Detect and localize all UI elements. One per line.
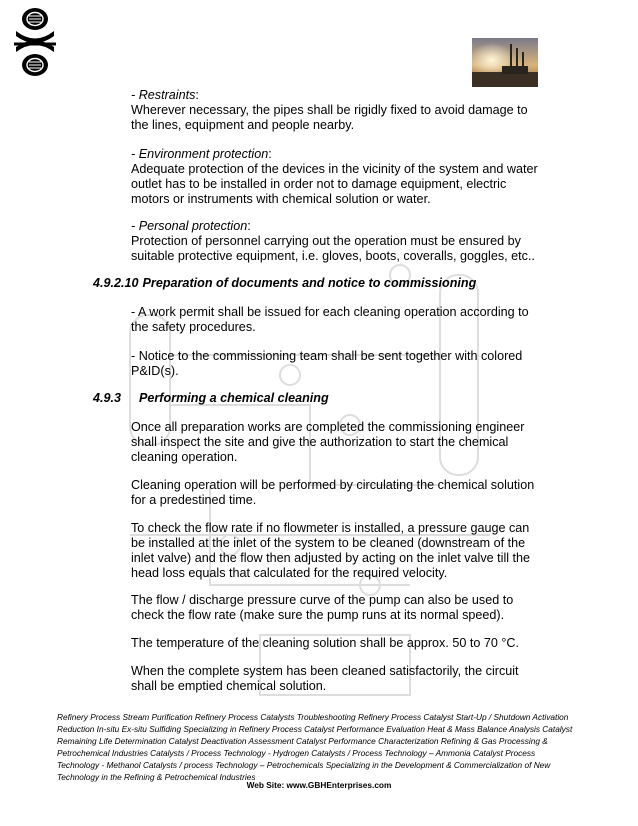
circulation-paragraph: Cleaning operation will be performed by circulating the chemical solution for a predestined time. <box>131 478 535 507</box>
footer-services-text: Refinery Process Stream Purification Refinery Process Catalysts Troubleshooting Refinery Process Catalyst Start-Up / Shutdown Activation Reduction In-situ Ex-situ Sulfiding Specializing in Refinery Process Catalyst Performance Evaluation Heat & Mass Balance Analysis Catalyst Remaining Life Determination Catalyst Deactivation Assessment Catalyst Performance Characterization Refining & Gas Processing & Petrochemical Industries Catalysts / Process Technology - Hydrogen Catalysts / Process Technology – Ammonia Catalyst Process Technology - Methanol Catalysts / process Technology – Petrochemicals Specializing in the Development & Commercialization of New Technology in the Refining & Petrochemical Industries <box>57 712 573 783</box>
environment-text: Adequate protection of the devices in the vicinity of the system and water outlet has to be installed in order not to damage equipment, electric motors or instruments with chemical solution or water. <box>131 162 538 206</box>
environment-block <box>131 147 541 207</box>
personal-text: Protection of personnel carrying out the operation must be ensured by suitable protective equipment, i.e. gloves, boots, coveralls, goggles, etc.. <box>131 234 535 263</box>
restraints-colon: : <box>195 88 199 102</box>
section-heading-4-9-3 <box>93 391 329 406</box>
section-title: Performing a chemical cleaning <box>139 391 329 405</box>
temperature-paragraph: The temperature of the cleaning solution shall be approx. 50 to 70 °C. <box>131 636 519 650</box>
restraints-block <box>131 88 541 133</box>
restraints-text: Wherever necessary, the pipes shall be rigidly fixed to avoid damage to the lines, equipment and people nearby. <box>131 103 528 132</box>
notice-paragraph: - Notice to the commissioning team shall be sent together with colored P&ID(s). <box>131 349 523 378</box>
refinery-photo <box>472 38 538 87</box>
pump-curve-paragraph: The flow / discharge pressure curve of the pump can also be used to check the flow rate (make sure the pump runs at its normal speed). <box>131 593 514 622</box>
environment-label: - Environment protection <box>131 147 269 161</box>
personal-label: - Personal protection <box>131 219 248 233</box>
environment-colon: : <box>268 147 272 161</box>
footer-website: Web Site: www.GBHEnterprises.com <box>246 780 392 790</box>
personal-block <box>131 219 541 264</box>
section-title: Preparation of documents and notice to commissioning <box>142 276 477 290</box>
restraints-label: - Restraints <box>131 88 196 102</box>
work-permit-paragraph: - A work permit shall be issued for each cleaning operation according to the safety procedures. <box>131 305 529 334</box>
emptying-paragraph: When the complete system has been cleaned satisfactorily, the circuit shall be emptied chemical solution. <box>131 664 519 693</box>
section-number: 4.9.2.10 <box>93 276 139 290</box>
personal-colon: : <box>247 219 251 233</box>
inspection-paragraph: Once all preparation works are completed the commissioning engineer shall inspect the site and give the authorization to start the chemical cleaning operation. <box>131 420 525 464</box>
company-logo <box>12 6 58 78</box>
section-heading-4-9-2-10 <box>93 276 476 291</box>
flow-rate-paragraph: To check the flow rate if no flowmeter is installed, a pressure gauge can be installed at the inlet of the system to be cleaned (downstream of the inlet valve) and the flow then adjusted by acting on the inlet valve till the head loss equals that calculated for the required velocity. <box>131 521 531 580</box>
section-number: 4.9.3 <box>93 391 122 405</box>
